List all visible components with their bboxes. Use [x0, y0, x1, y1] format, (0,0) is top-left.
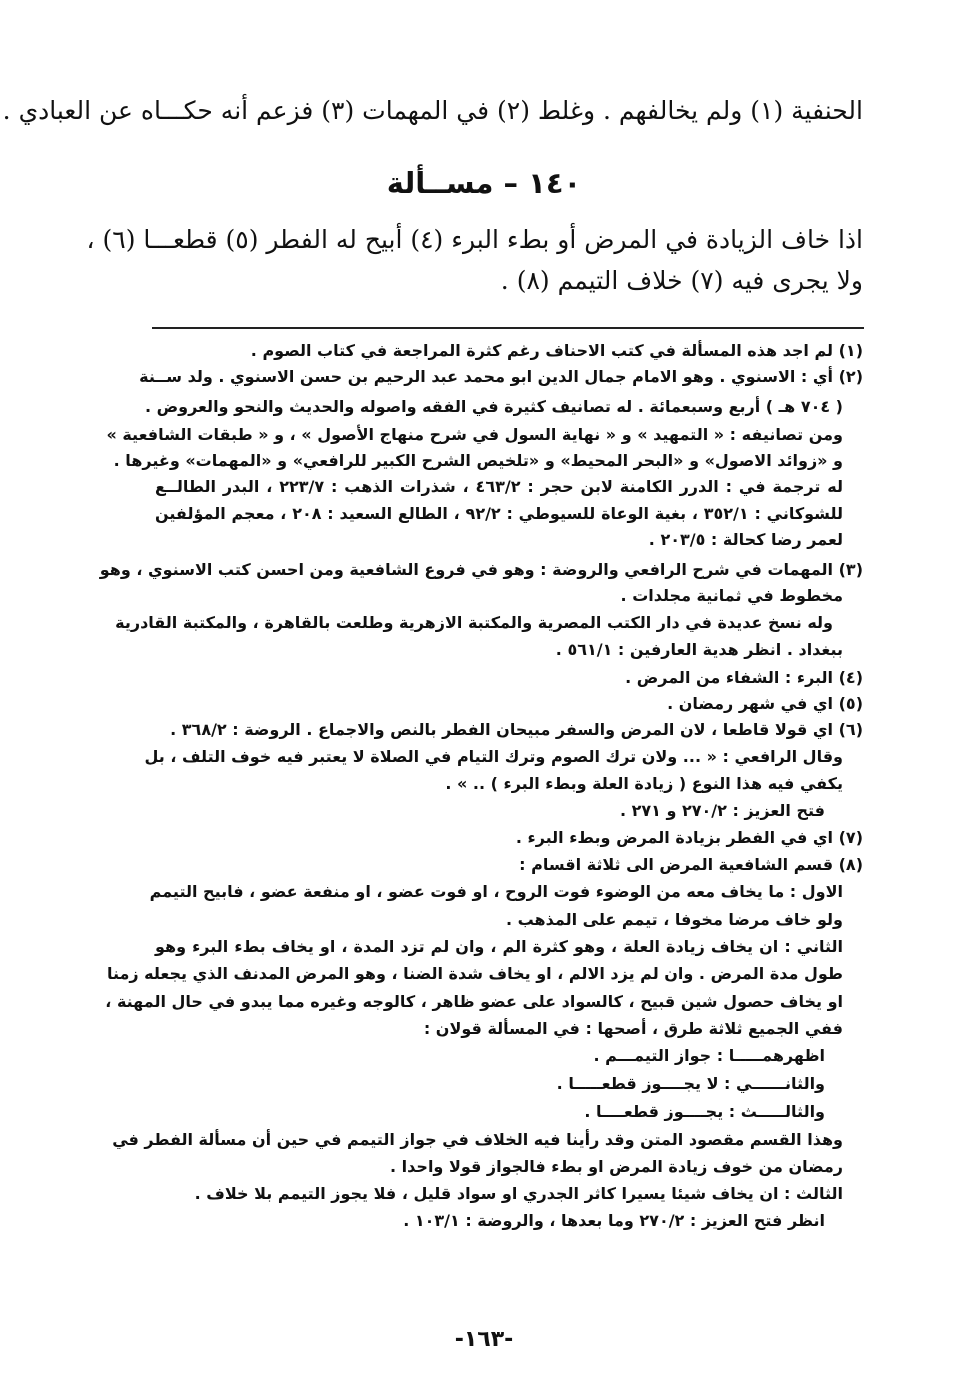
main-text-line: الحنفية (١) ولم يخالفهم . وغلط (٢) في المهمات (٣) فزعم أنه حكـــاه عن العبادي . [2, 96, 863, 125]
footnote-line: مخطوط في ثمانية مجلدات . [620, 586, 843, 605]
footnote-line: ولو خاف مرضا مخوفا ، تيمم على المذهب . [505, 910, 843, 929]
footnote-line: او يخاف حصول شين قبيح ، كالسواد على عضو ظاهر ، كالوجه وغيره مما يبدو في حال المهنة ، [105, 992, 843, 1011]
footnote-line: ومن تصانيفه : « التمهيد » و « نهاية السول في شرح منهاج الأصول » ، و « طبقات الشافعية » [106, 425, 843, 444]
footnote-line: ( ٧٠٤ هـ ) أربع وسبعمائة . له تصانيف كثيرة في الفقه واصوله والحديث والنحو والعروض . [144, 397, 843, 416]
footnote-line: طول مدة المرض . وان لم يزد الالم ، او يخاف شدة الضنا ، وهو المرض المدنف الذي يجعله زمنا [106, 964, 843, 983]
main-text-line: ولا يجرى فيه (٧) خلاف التيمم (٨) . [500, 266, 863, 295]
footnote-line: فتح العزيز : ٢٧٠/٢ و ٢٧١ . [619, 801, 825, 820]
footnote-line: (١) لم اجد هذه المسألة في كتب الاحناف رغم كثرة المراجعة في كتاب الصوم . [250, 341, 863, 360]
footnote-line: (٣) المهمات في شرح الرافعي والروضة : وهو في فروع الشافعية ومن احسن كتب الاسنوي ، وهو [99, 560, 863, 579]
main-text-line: اذا خاف الزيادة في المرض أو بطء البرء (٤) أبيح له الفطر (٥) قطعـــا (٦) ، [86, 225, 863, 254]
footnote-line: ببغداد . انظر هدية العارفين : ٥٦١/١ . [555, 640, 843, 659]
footnote-line: والثانــــــي : لا يجــــوز قطعـــــا . [556, 1074, 825, 1093]
footnote-line: و «زوائد الاصول» و «البحر المحيط» و «تلخيص الشرح الكبير للرافعي» و «المهمات» وغيرها . [113, 451, 843, 470]
footnote-line: له ترجمة في : الدرر الكامنة لابن حجر : ٤٦٣/٢ ، شذرات الذهب : ٢٢٣/٧ ، البدر الطالــع [155, 477, 843, 496]
footnote-line: (٦) اي قولا قاطعا ، لان المرض والسفر مبيحان الفطر بالنص والاجماع . الروضة : ٣٦٨/٢ . [170, 720, 863, 739]
footnote-line: والثالـــــث : يجــــوز قطعــــا . [584, 1102, 825, 1121]
footnote-line: (٨) قسم الشافعية المرض الى ثلاثة اقسام : [519, 855, 863, 874]
footnote-line: (٢) أي : الاسنوي . وهو الامام جمال الدين ابو محمد عبد الرحيم بن حسن الاسنوي . ولد ســنة [139, 367, 863, 386]
footnote-line: (٤) البرء : الشفاء من المرض . [625, 668, 863, 687]
page-number: -١٦٣- [454, 1327, 514, 1352]
footnote-line: وقال الرافعي : « ... ولان ترك الصوم وترك التيام في الصلاة لا يعتبر فيه خوف التلف ، بل [144, 747, 843, 766]
footnote-line: للشوكاني : ٣٥٢/١ ، بغية الوعاة للسيوطي : ٩٢/٢ ، الطالع السعيد : ٢٠٨ ، معجم المؤلفين [155, 504, 844, 523]
footnote-separator [152, 327, 864, 329]
footnote-line: رمضان من خوف زيادة المرض او بطء فالجواز قولا واحدا . [390, 1157, 843, 1176]
footnote-line: وهذا القسم مقصود المتن وقد رأينا فيه الخلاف في جواز التيمم في حين أن مسألة الفطر في [112, 1130, 843, 1149]
footnote-line: وله نسخ عديدة في دار الكتب المصرية والمكتبة الازهرية وطلعت بالقاهرة ، والمكتبة القادرية [115, 613, 833, 632]
footnote-line: اظهرهمـــــا : جواز التيمـــم . [593, 1046, 825, 1065]
footnote-line: (٧) اي في الفطر بزيادة المرض وبطء البرء . [515, 828, 863, 847]
footnote-line: الثالث : ان يخاف شيئا يسيرا كاثر الجدري او سواد قليل ، فلا يجوز التيمم بلا خلاف . [194, 1184, 843, 1203]
issue-heading: ١٤٠ – مســألة [386, 166, 582, 200]
footnote-line: يكفي فيه هذا النوع ( زيادة العلة وبطء البرء ) .. » . [445, 774, 843, 793]
footnote-line: الثاني : ان يخاف زيادة العلة ، وهو كثرة الم ، وان لم تزد المدة ، او يخاف بطء البرء وهو [155, 937, 843, 956]
footnote-line: انظر فتح العزيز : ٢٧٠/٢ وما بعدها ، والروضة : ١٠٣/١ . [403, 1211, 825, 1230]
footnote-line: الاول : ما يخاف معه من الوضوء فوت الروح ، او فوت عضو ، او منفعة عضو ، فابيح التيمم [149, 882, 843, 901]
footnote-line: ففي الجميع ثلاثة طرق ، أصحها : في المسألة قولان : [423, 1019, 843, 1038]
footnote-line: لعمر رضا كحالة : ٢٠٣/٥ . [648, 530, 843, 549]
footnote-line: (٥) اي في شهر رمضان . [667, 694, 863, 713]
